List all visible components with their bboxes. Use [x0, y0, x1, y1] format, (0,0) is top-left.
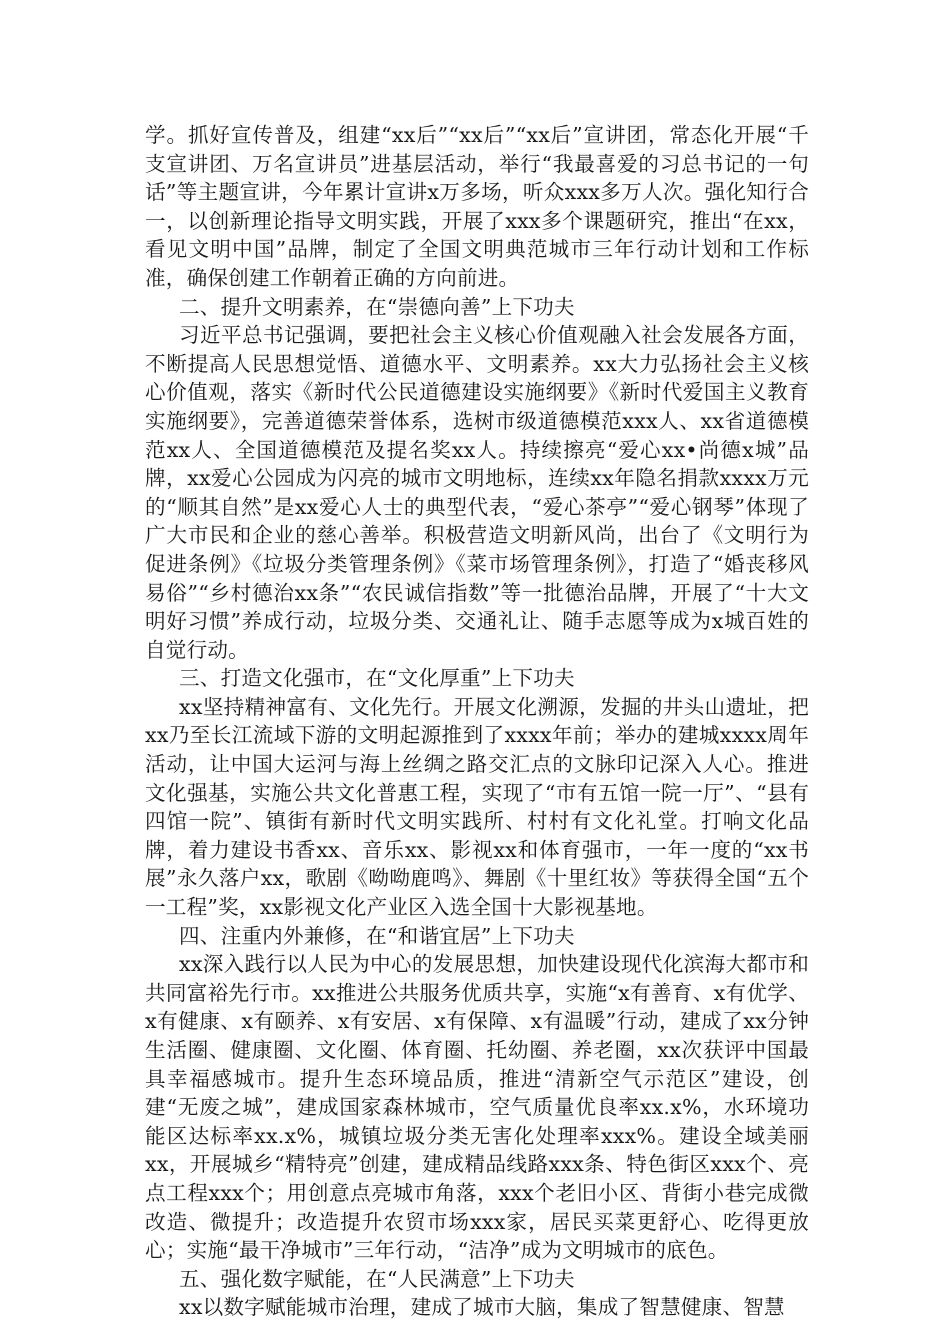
section-heading-3: 三、打造文化强市，在“文化厚重”上下功夫: [179, 666, 575, 691]
document-body: [145, 121, 809, 1322]
section-heading-2: 二、提升文明素养，在“崇德向善”上下功夫: [179, 294, 575, 319]
paragraph-section-2: 习近平总书记强调，要把社会主义核心价值观融入社会发展各方面，不断提高人民思想觉悟、道德水平、文明素养。xx大力弘扬社会主义核心价值观，落实《新时代公民道德建设实施纲要》《新时代爱国主义教育实施纲要》，完善道德荣誉体系，选树市级道德模范xxx人、xx省道德模范xx人、全国道德模范及提名奖xx人。持续擦亮“爱心xx•尚德x城”品牌，xx爱心公园成为闪亮的城市文明地标，连续xx年隐名捐款xxxx万元的“顺其自然”是xx爱心人士的典型代表，“爱心茶亭”“爱心钢琴”体现了广大市民和企业的慈心善举。积极营造文明新风尚，出台了《文明行为促进条例》《垃圾分类管理条例》《菜市场管理条例》，打造了“婚丧移风易俗”“乡村德治xx条”“农民诚信指数”等一批德治品牌，开展了“十大文明好习惯”养成行动，垃圾分类、交通礼让、随手志愿等成为x城百姓的自觉行动。: [145, 323, 809, 662]
paragraph-intro: 学。抓好宣传普及，组建“xx后”“xx后”“xx后”宣讲团，常态化开展“千支宣讲团、万名宣讲员”进基层活动，举行“我最喜爱的习总书记的一句话”等主题宣讲，今年累计宣讲x万多场，听众xxx多万人次。强化知行合一，以创新理论指导文明实践，开展了xxx多个课题研究，推出“在xx，看见文明中国”品牌，制定了全国文明典范城市三年行动计划和工作标准，确保创建工作朝着正确的方向前进。: [145, 123, 809, 290]
section-heading-4: 四、注重内外兼修，在“和谐宜居”上下功夫: [179, 923, 575, 948]
paragraph-section-3: xx坚持精神富有、文化先行。开展文化溯源，发掘的井头山遗址，把xx乃至长江流域下游的文明起源推到了xxxx年前；举办的建城xxxx周年活动，让中国大运河与海上丝绸之路交汇点的文脉印记深入人心。推进文化强基，实施公共文化普惠工程，实现了“市有五馆一院一厅”、“县有四馆一院”、镇街有新时代文明实践所、村村有文化礼堂。打响文化品牌，着力建设书香xx、音乐xx、影视xx和体育强市，一年一度的“xx书展”永久落户xx，歌剧《呦呦鹿鸣》、舞剧《十里红妆》等获得全国“五个一工程”奖，xx影视文化产业区入选全国十大影视基地。: [145, 694, 809, 920]
paragraph-section-4: xx深入践行以人民为中心的发展思想，加快建设现代化滨海大都市和共同富裕先行市。xx推进公共服务优质共享，实施“x有善育、x有优学、x有健康、x有颐养、x有安居、x有保障、x有温暖”行动，建成了xx分钟生活圈、健康圈、文化圈、体育圈、托幼圈、养老圈，xx次获评中国最具幸福感城市。提升生态环境品质，推进“清新空气示范区”建设，创建“无废之城”，建成国家森林城市，空气质量优良率xx.x%，水环境功能区达标率xx.x%，城镇垃圾分类无害化处理率xxx%。建设全域美丽xx，开展城乡“精特亮”创建，建成精品线路xxx条、特色街区xxx个、亮点工程xxx个；用创意点亮城市角落，xxx个老旧小区、背街小巷完成微改造、微提升；改造提升农贸市场xxx家，居民买菜更舒心、吃得更放心；实施“最干净城市”三年行动，“洁净”成为文明城市的底色。: [145, 952, 809, 1263]
paragraph-section-5: xx以数字赋能城市治理，建成了城市大脑，集成了智慧健康、智慧: [179, 1295, 785, 1320]
section-heading-5: 五、强化数字赋能，在“人民满意”上下功夫: [179, 1266, 575, 1291]
